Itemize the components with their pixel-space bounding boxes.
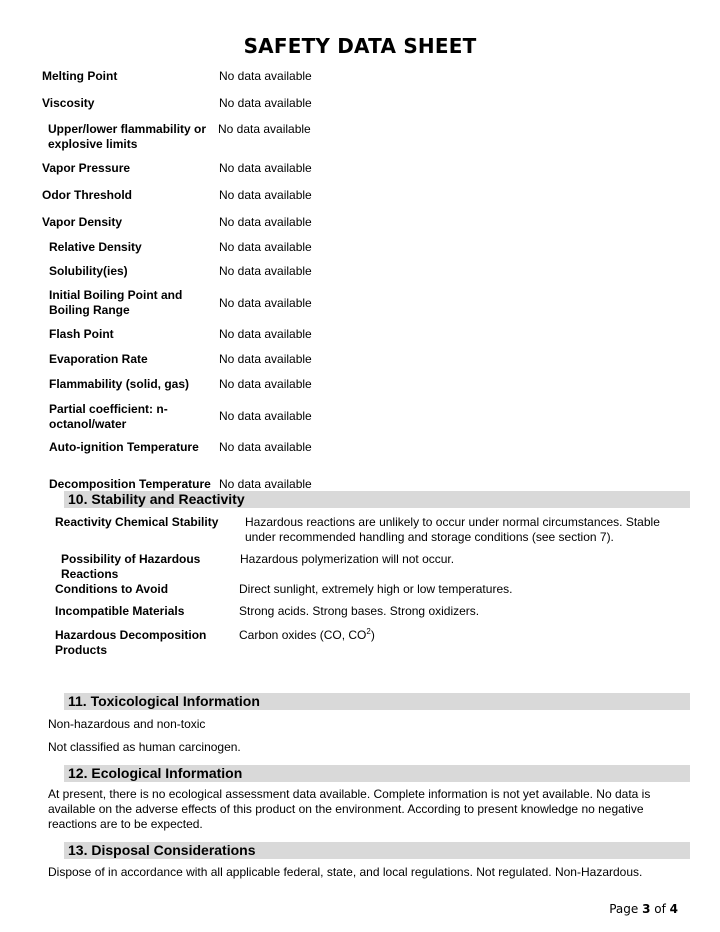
property-value: No data available xyxy=(219,296,312,310)
property-label: Vapor Density xyxy=(42,215,123,229)
property-label: Relative Density xyxy=(49,240,142,254)
stability-label: Reactivity Chemical Stability xyxy=(55,515,219,529)
property-label: Evaporation Rate xyxy=(49,352,148,366)
section-10-header xyxy=(64,491,690,508)
disposal-paragraph: Dispose of in accordance with all applicable federal, state, and local regulations. Not regulated. Non-Hazardous. xyxy=(48,865,643,879)
property-value: No data available xyxy=(219,327,312,341)
property-value: No data available xyxy=(219,477,312,491)
section-12-title: 12. Ecological Information xyxy=(68,765,243,781)
stability-label: Conditions to Avoid xyxy=(55,582,169,596)
property-value: No data available xyxy=(218,122,311,136)
property-value: No data available xyxy=(219,240,312,254)
property-label: Odor Threshold xyxy=(42,188,132,202)
toxicology-line: Non-hazardous and non-toxic xyxy=(48,717,206,731)
page-number: Page 3 of 4 xyxy=(609,902,678,916)
property-value: No data available xyxy=(219,440,312,454)
property-label: Viscosity xyxy=(42,96,95,110)
section-13-header xyxy=(64,842,690,859)
toxicology-line: Not classified as human carcinogen. xyxy=(48,740,241,754)
property-value: No data available xyxy=(219,215,312,229)
section-11-header xyxy=(64,693,690,710)
property-value: No data available xyxy=(219,69,312,83)
property-label: Initial Boiling Point and Boiling Range xyxy=(49,288,183,317)
section-12-header xyxy=(64,765,690,782)
property-value: No data available xyxy=(219,161,312,175)
property-label: Solubility(ies) xyxy=(49,264,128,278)
property-value: No data available xyxy=(219,409,312,423)
stability-value: Direct sunlight, extremely high or low temperatures. xyxy=(239,582,513,596)
property-label: Flash Point xyxy=(49,327,114,341)
stability-value: Strong acids. Strong bases. Strong oxidizers. xyxy=(239,604,480,618)
stability-value: Hazardous polymerization will not occur. xyxy=(240,552,455,566)
property-value: No data available xyxy=(219,264,312,278)
page-title: SAFETY DATA SHEET xyxy=(243,34,477,58)
section-13-title: 13. Disposal Considerations xyxy=(68,842,256,858)
stability-label: Possibility of Hazardous Reactions xyxy=(61,552,201,581)
property-label: Vapor Pressure xyxy=(42,161,131,175)
section-10-title: 10. Stability and Reactivity xyxy=(68,491,245,507)
property-label: Flammability (solid, gas) xyxy=(49,377,190,391)
stability-value: Carbon oxides (CO, $CO^2$) xyxy=(239,627,375,642)
property-label: Upper/lower flammability or explosive limits xyxy=(48,122,207,151)
property-value: No data available xyxy=(219,96,312,110)
property-value: No data available xyxy=(219,377,312,391)
stability-value: Hazardous reactions are unlikely to occur under normal circumstances. Stable under recommended handling and storage conditions (see section 7). xyxy=(245,515,660,544)
property-value: No data available xyxy=(219,188,312,202)
stability-label: Hazardous Decomposition Products xyxy=(55,628,207,657)
property-label: Decomposition Temperature xyxy=(49,477,211,491)
property-label: Partial coefficient: n-octanol/water xyxy=(49,402,168,431)
property-value: No data available xyxy=(219,352,312,366)
property-label: Melting Point xyxy=(42,69,118,83)
ecology-paragraph: At present, there is no ecological assessment data available. Complete information is not yet available. No data is available on the adverse effects of this product on the environment. According to present knowledge no negative reactions are to be expected. xyxy=(48,787,651,831)
stability-label: Incompatible Materials xyxy=(55,604,185,618)
section-11-title: 11. Toxicological Information xyxy=(68,693,260,709)
property-label: Auto-ignition Temperature xyxy=(49,440,199,454)
